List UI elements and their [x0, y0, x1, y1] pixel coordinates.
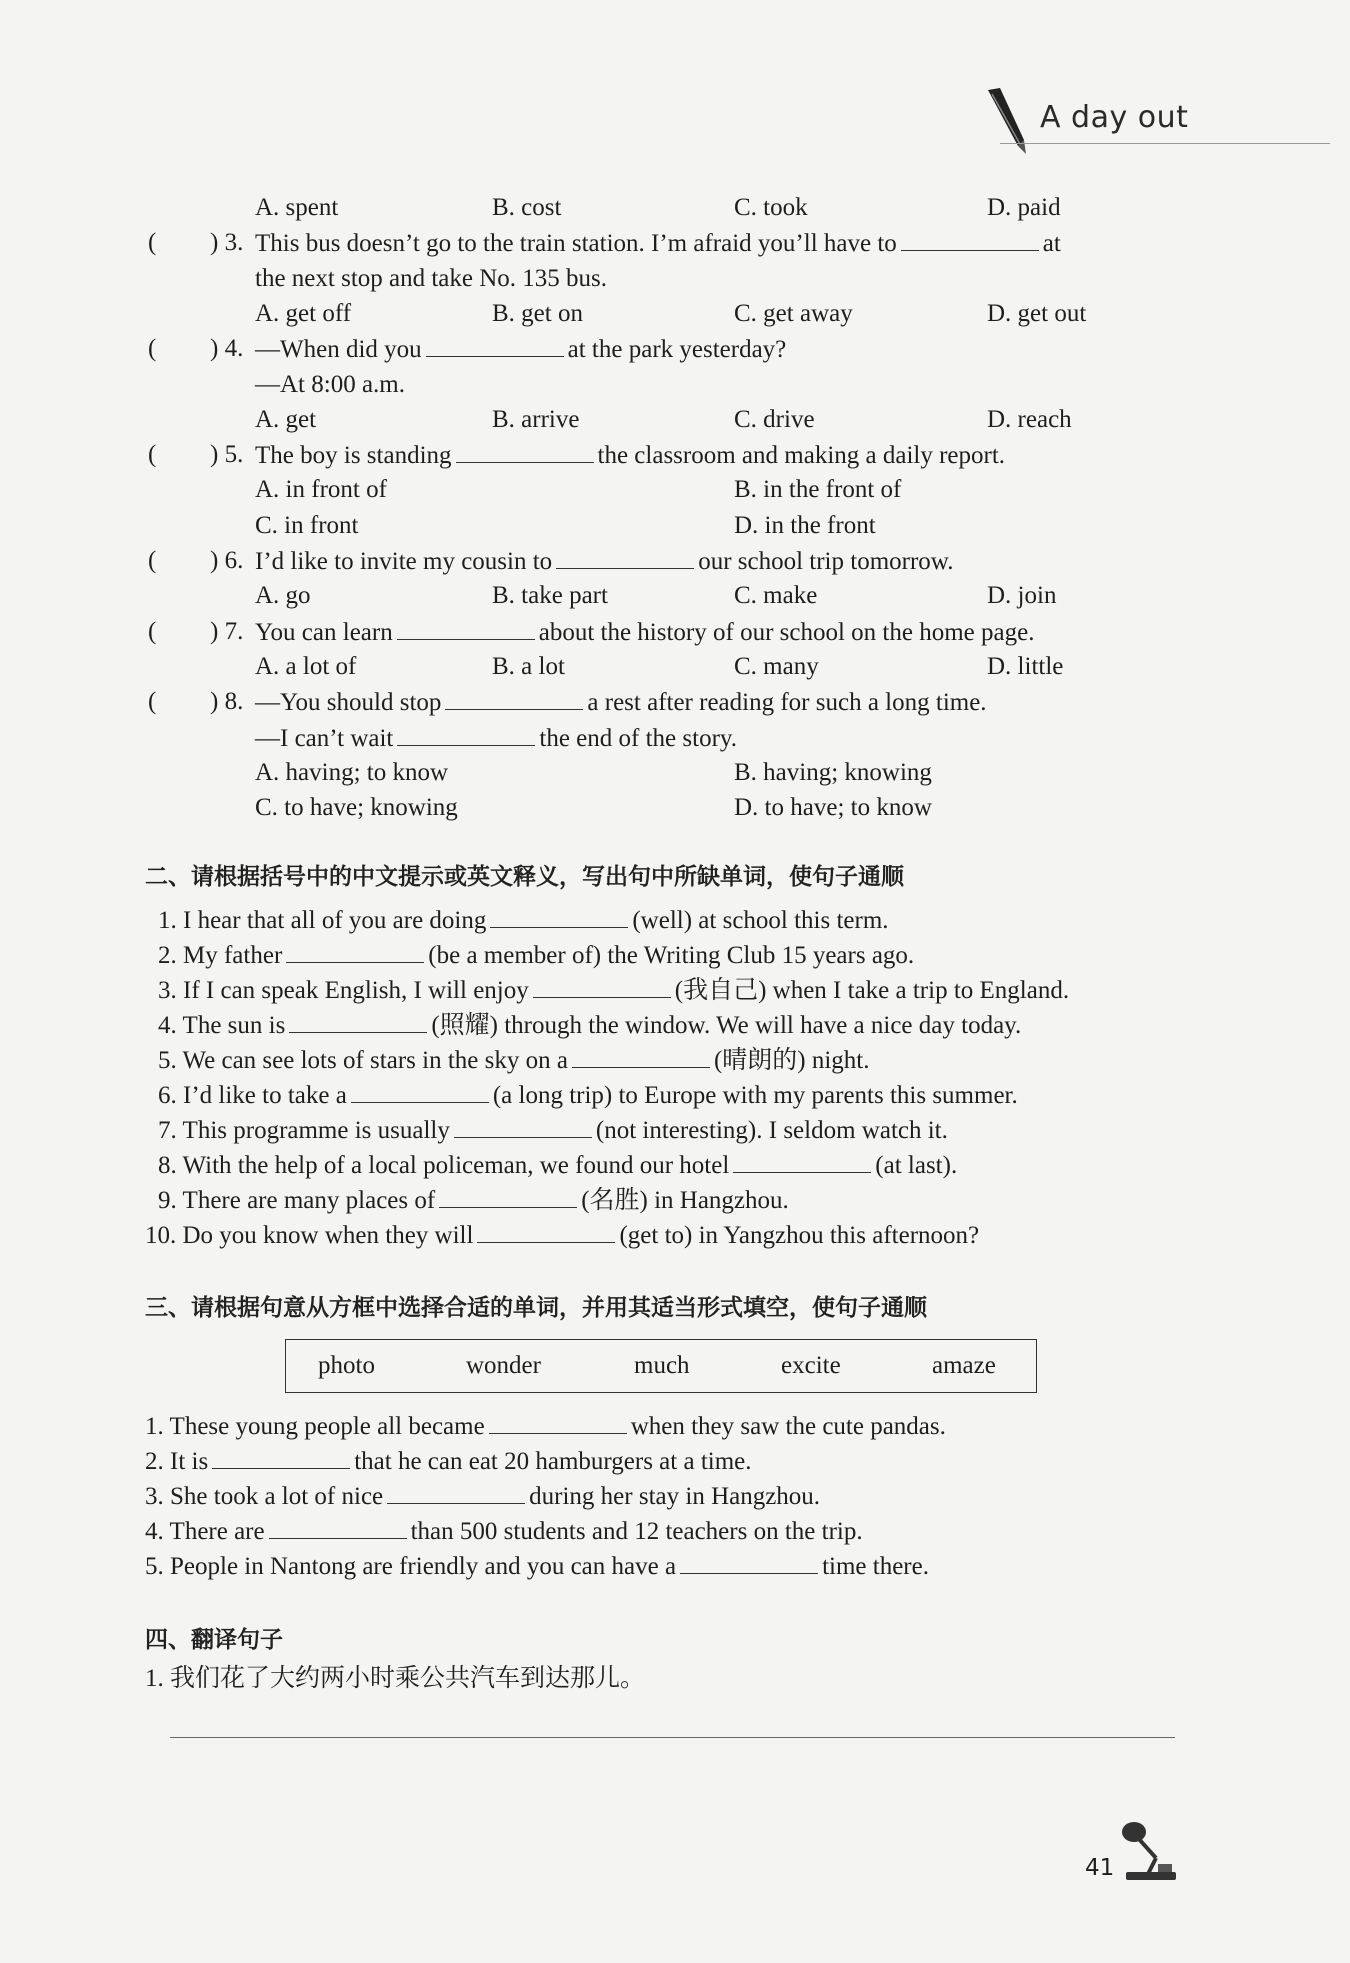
answer-blank[interactable] — [351, 1080, 489, 1103]
option[interactable]: B. get on — [492, 299, 583, 327]
answer-bracket[interactable]: ( — [148, 441, 157, 469]
fill-in-sentence — [158, 940, 914, 971]
option[interactable]: C. get away — [734, 299, 853, 327]
answer-blank[interactable] — [456, 440, 594, 463]
sentence-start: 1. I hear that all of you are doing — [158, 907, 487, 934]
sentence-end: during her stay in Hangzhou. — [529, 1483, 821, 1510]
answer-blank[interactable] — [489, 1411, 627, 1434]
sentence-end: (我自己) when I take a trip to England. — [674, 977, 1070, 1004]
question-segment: the end of the story. — [539, 724, 738, 752]
option[interactable]: B. arrive — [492, 405, 580, 433]
fill-in-sentence — [158, 1115, 948, 1146]
option[interactable]: A. having; to know — [255, 758, 449, 786]
sentence-end: (晴朗的) night. — [713, 1047, 870, 1074]
sentence-end: time there. — [822, 1553, 929, 1580]
answer-blank[interactable] — [680, 1551, 818, 1574]
question-text — [255, 440, 1005, 471]
answer-blank[interactable] — [289, 1010, 427, 1033]
option[interactable]: D. paid — [987, 194, 1061, 221]
option[interactable]: C. drive — [734, 405, 815, 433]
answer-blank[interactable] — [426, 334, 564, 357]
question-segment: the next stop and take No. 135 bus. — [255, 264, 608, 292]
question-text — [255, 546, 953, 577]
sentence-end: (照耀) through the window. We will have a nice day today. — [431, 1012, 1022, 1039]
option[interactable]: A. get — [255, 405, 317, 433]
answer-bracket[interactable]: ( — [148, 229, 157, 257]
answer-blank[interactable] — [490, 905, 628, 928]
page-number: 41 — [1085, 1855, 1115, 1881]
translation-sentence: 1. 我们花了大约两小时乘公共汽车到达那儿。 — [145, 1665, 646, 1692]
option[interactable]: D. join — [987, 582, 1057, 610]
option[interactable]: A. a lot of — [255, 652, 357, 680]
word-box-word: wonder — [466, 1352, 541, 1379]
question-text — [255, 617, 1034, 648]
question-segment: —At 8:00 a.m. — [255, 370, 405, 398]
question-number: ) 8. — [210, 688, 244, 716]
fill-in-sentence — [158, 905, 889, 936]
answer-blank[interactable] — [397, 723, 535, 746]
answer-blank[interactable] — [477, 1220, 615, 1243]
word-box-word: excite — [781, 1352, 841, 1379]
fill-in-sentence — [145, 1411, 946, 1442]
section-4-heading: 四、翻译句子 — [145, 1627, 283, 1653]
sentence-start: 10. Do you know when they will — [145, 1222, 474, 1249]
word-box-word: much — [634, 1352, 690, 1379]
option[interactable]: D. little — [987, 652, 1064, 680]
question-segment: at the park yesterday? — [567, 336, 787, 364]
option[interactable]: A. get off — [255, 299, 352, 327]
fill-in-sentence — [158, 1045, 869, 1076]
option[interactable]: C. in front — [255, 511, 359, 539]
section-2-heading: 二、请根据括号中的中文提示或英文释义，写出句中所缺单词，使句子通顺 — [145, 864, 904, 890]
option[interactable]: B. in the front of — [734, 476, 902, 504]
question-number: ) 7. — [210, 617, 244, 645]
option[interactable]: A. go — [255, 582, 311, 610]
answer-line[interactable] — [170, 1737, 1175, 1738]
answer-blank[interactable] — [286, 940, 424, 963]
fill-in-sentence — [145, 1516, 863, 1547]
answer-blank[interactable] — [556, 546, 694, 569]
word-box-word: amaze — [932, 1352, 996, 1379]
option[interactable]: A. spent — [255, 194, 339, 221]
sentence-start: 8. With the help of a local policeman, we found our hotel — [158, 1152, 730, 1179]
question-number: ) 5. — [210, 441, 244, 469]
sentence-end: than 500 students and 12 teachers on the trip. — [410, 1518, 863, 1545]
question-text — [255, 723, 737, 754]
sentence-start: 7. This programme is usually — [158, 1117, 450, 1144]
option[interactable]: B. take part — [492, 582, 608, 610]
option[interactable]: B. cost — [492, 194, 562, 221]
question-segment: I’d like to invite my cousin to — [255, 548, 553, 575]
sentence-start: 1. These young people all became — [145, 1413, 485, 1440]
question-text — [255, 370, 405, 400]
header-title: A day out — [1040, 100, 1189, 135]
question-segment: a rest after reading for such a long time. — [587, 689, 987, 717]
answer-blank[interactable] — [439, 1185, 577, 1208]
answer-blank[interactable] — [397, 617, 535, 640]
answer-bracket[interactable]: ( — [148, 617, 157, 645]
option[interactable]: A. in front of — [255, 476, 387, 504]
option[interactable]: D. to have; to know — [734, 794, 932, 822]
sentence-start: 5. People in Nantong are friendly and you can have a — [145, 1553, 677, 1580]
sentence-end: (at last). — [875, 1152, 958, 1179]
section-3-heading: 三、请根据句意从方框中选择合适的单词，并用其适当形式填空，使句子通顺 — [145, 1295, 927, 1321]
sentence-start: 9. There are many places of — [158, 1187, 436, 1214]
word-box — [285, 1339, 1037, 1393]
fill-in-sentence — [145, 1220, 979, 1251]
question-segment: the classroom and making a daily report. — [597, 442, 1006, 470]
question-segment: about the history of our school on the home page. — [538, 618, 1035, 646]
option[interactable]: B. having; knowing — [734, 758, 932, 786]
answer-bracket[interactable]: ( — [148, 547, 157, 574]
fill-in-sentence — [158, 1080, 1018, 1111]
question-number: ) 4. — [210, 335, 244, 363]
option[interactable]: B. a lot — [492, 652, 565, 680]
sentence-end: when they saw the cute pandas. — [630, 1413, 946, 1440]
answer-blank[interactable] — [572, 1045, 710, 1068]
option[interactable]: C. to have; knowing — [255, 794, 458, 822]
option[interactable]: C. took — [734, 194, 808, 221]
sentence-start: 4. There are — [145, 1518, 265, 1545]
sentence-start: 4. The sun is — [158, 1012, 286, 1039]
sentence-end: (名胜) in Hangzhou. — [581, 1187, 789, 1214]
question-text — [255, 687, 987, 718]
question-text — [255, 264, 607, 294]
answer-blank[interactable] — [387, 1481, 525, 1504]
option[interactable]: D. in the front — [734, 511, 876, 539]
sentence-end: (well) at school this term. — [632, 907, 889, 934]
answer-blank[interactable] — [212, 1446, 350, 1469]
sentence-start: 3. If I can speak English, I will enjoy — [158, 977, 529, 1004]
fill-in-sentence — [158, 1185, 789, 1216]
answer-blank[interactable] — [269, 1516, 407, 1539]
sentence-start: 6. I’d like to take a — [158, 1082, 347, 1109]
question-segment: The boy is standing — [255, 442, 452, 470]
sentence-end: that he can eat 20 hamburgers at a time. — [354, 1448, 752, 1475]
fill-in-sentence — [145, 1481, 820, 1512]
answer-bracket[interactable]: ( — [148, 335, 157, 363]
question-segment: —When did you — [255, 336, 422, 364]
fill-in-sentence — [158, 975, 1069, 1006]
sentence-end: (be a member of) the Writing Club 15 years ago. — [428, 942, 915, 969]
question-segment: at — [1042, 230, 1061, 258]
header-rule — [1000, 143, 1330, 144]
sentence-end: (a long trip) to Europe with my parents this summer. — [492, 1082, 1018, 1109]
question-segment: —I can’t wait — [255, 724, 394, 752]
question-segment: This bus doesn’t go to the train station. I’m afraid you’ll have to — [255, 230, 897, 258]
question-text — [255, 334, 786, 365]
question-number: ) 6. — [210, 547, 244, 574]
answer-bracket[interactable]: ( — [148, 688, 157, 716]
sentence-start: 3. She took a lot of nice — [145, 1483, 384, 1510]
desk-lamp-icon — [1120, 1820, 1180, 1882]
option[interactable]: C. many — [734, 652, 819, 680]
fill-in-sentence — [145, 1551, 929, 1582]
answer-blank[interactable] — [901, 228, 1039, 251]
fill-in-sentence — [145, 1446, 752, 1477]
question-segment: You can learn — [255, 618, 393, 646]
answer-blank[interactable] — [445, 687, 583, 710]
fill-in-sentence — [158, 1010, 1021, 1041]
question-segment: —You should stop — [255, 689, 442, 717]
option[interactable]: D. get out — [987, 299, 1087, 327]
sentence-end: (not interesting). I seldom watch it. — [595, 1117, 948, 1144]
pen-icon — [980, 88, 1030, 158]
sentence-start: 2. My father — [158, 942, 283, 969]
sentence-start: 5. We can see lots of stars in the sky on a — [158, 1047, 568, 1074]
option[interactable]: C. make — [734, 582, 818, 610]
answer-blank[interactable] — [733, 1150, 871, 1173]
question-text — [255, 228, 1061, 259]
question-number: ) 3. — [210, 229, 244, 257]
answer-blank[interactable] — [533, 975, 671, 998]
word-box-word: photo — [318, 1352, 375, 1379]
fill-in-sentence — [158, 1150, 957, 1181]
option[interactable]: D. reach — [987, 405, 1072, 433]
answer-blank[interactable] — [454, 1115, 592, 1138]
sentence-start: 2. It is — [145, 1448, 209, 1475]
question-segment: our school trip tomorrow. — [698, 548, 954, 575]
sentence-end: (get to) in Yangzhou this afternoon? — [619, 1222, 980, 1249]
